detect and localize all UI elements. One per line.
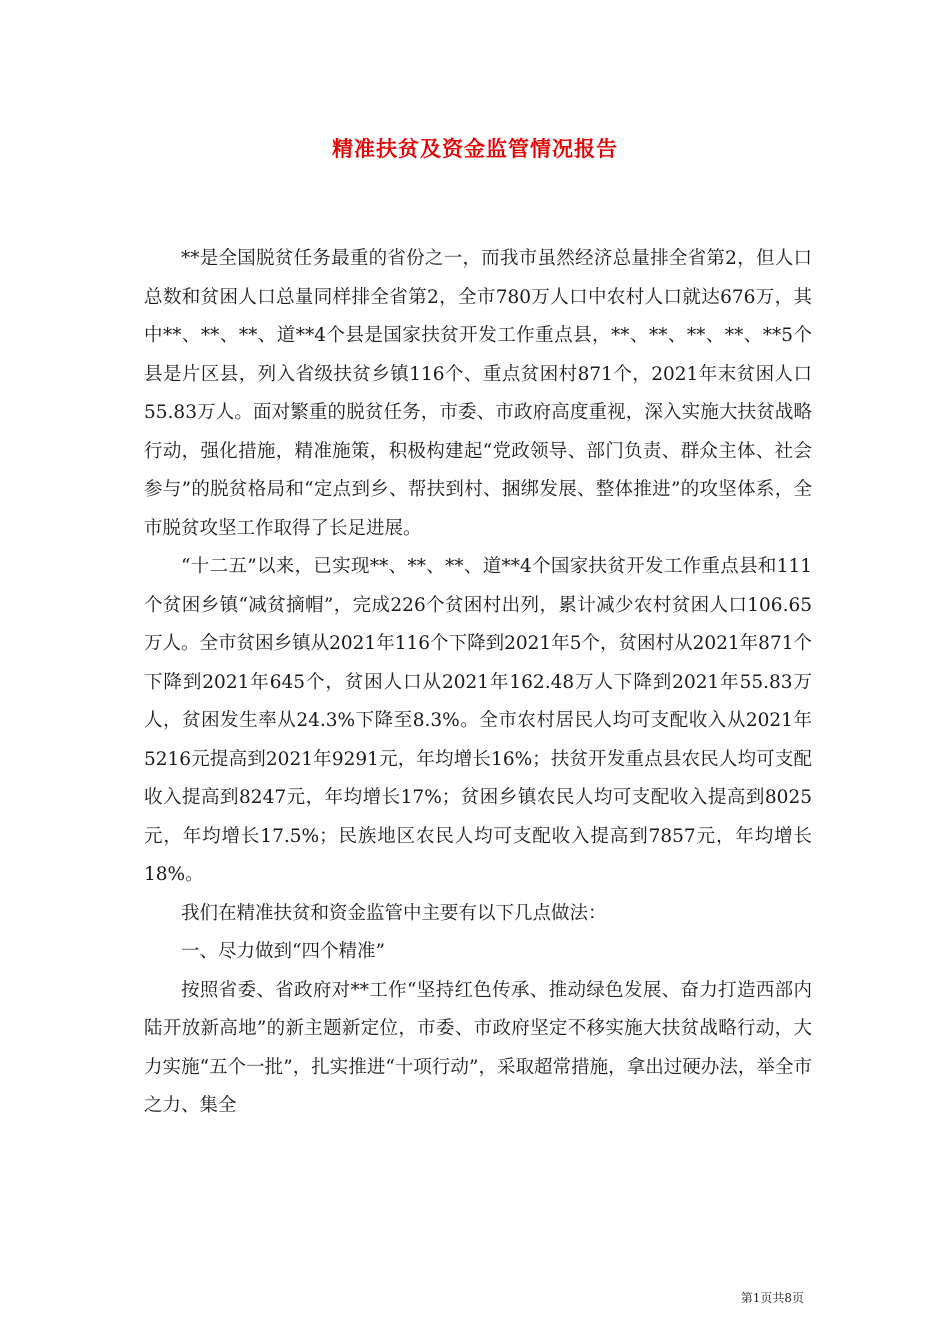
paragraph-intro: **是全国脱贫任务最重的省份之一，而我市虽然经济总量排全省第2，但人口总数和贫困人口总量同样排全省第2，全市780万人口中农村人口就达676万，其中**、**、**、道**4个县是国家扶贫开发工作重点县，**、**、**、**、**5个县是片区县，列入省级扶贫乡镇116个、重点贫困村871个，2021年末贫困人口55.83万人。面对繁重的脱贫任务，市委、市政府高度重视，深入实施大扶贫战略行动，强化措施，精准施策，积极构建起“党政领导、部门负责、群众主体、社会参与”的脱贫格局和“定点到乡、帮扶到村、捆绑发展、整体推进”的攻坚体系，全市脱贫攻坚工作取得了长足进展。 [144,248,812,539]
paragraph-section-1: 按照省委、省政府对**工作“坚持红色传承、推动绿色发展、奋力打造西部内陆开放新高地”的新主题新定位，市委、市政府坚定不移实施大扶贫战略行动，大力实施“五个一批”，扎实推进“十项行动”，采取超常措施，拿出过硬办法，举全市之力、集全 [144,979,812,1116]
paragraph-achievements: “十二五”以来，已实现**、**、**、道**4个国家扶贫开发工作重点县和111个贫困乡镇“减贫摘帽”，完成226个贫困村出列，累计减少农村贫困人口106.65万人。全市贫困乡镇从2021年116个下降到2021年5个，贫困村从2021年871个下降到2021年645个，贫困人口从2021年162.48万人下降到2021年55.83万人，贫困发生率从24.3%下降至8.3%。全市农村居民人均可支配收入从2021年5216元提高到2021年9291元，年均增长16%；扶贫开发重点县农民人均可支配收入提高到8247元，年均增长17%；贫困乡镇农民人均可支配收入提高到8025元，年均增长17.5%；民族地区农民人均可支配收入提高到7857元，年均增长18%。 [144,556,812,885]
paragraph-practices-lead: 我们在精准扶贫和资金监管中主要有以下几点做法： [181,902,607,924]
page-number: 第1页共8页 [740,1291,804,1305]
section-heading-1: 一、尽力做到“四个精准” [181,941,385,962]
document-body [144,240,812,1126]
document-title: 精准扶贫及资金监管情况报告 [332,136,618,161]
